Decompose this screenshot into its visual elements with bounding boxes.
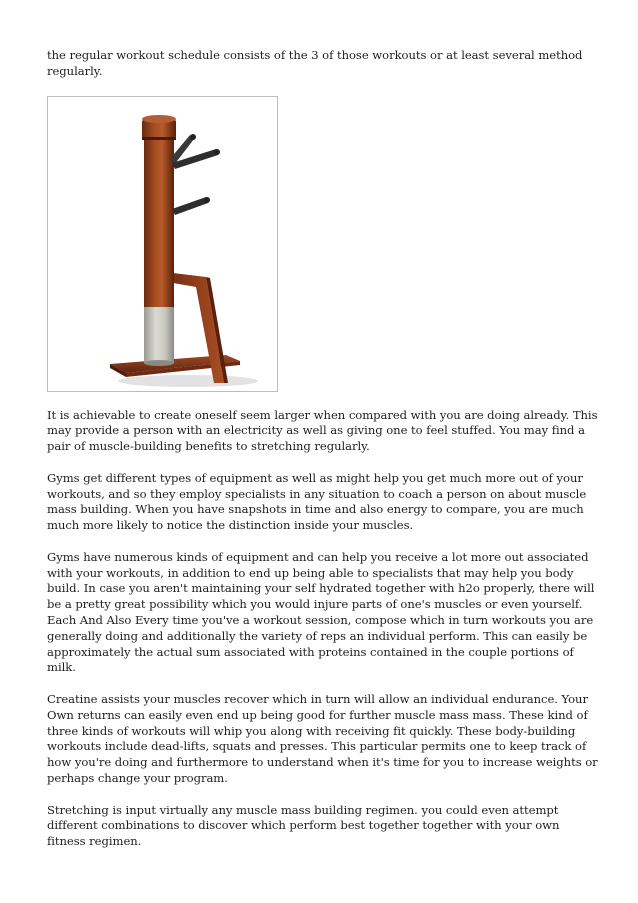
figure-frame bbox=[47, 96, 278, 392]
middle-arm bbox=[172, 197, 208, 215]
body-paragraph-5: Stretching is input virtually any muscle mass building regimen. you could even attempt different combinations to discover which perform best together together with your own fitness regimen. bbox=[47, 802, 560, 849]
body-paragraph-4: Creatine assists your muscles recover which in turn will allow an individual endurance. Your Own returns can easily even end up being good for further muscle mass mass. These kind of three kinds of workouts will whip you along with receiving fit quickly. These body-building workouts include dead-lifts, squats and presses. This particular permits one to keep track of how you're doing and furthermore to understand when it's time for you to increase weights or perhaps change your program. bbox=[47, 691, 598, 785]
wooden-dummy-image bbox=[48, 97, 277, 391]
intro-paragraph: the regular workout schedule consists of the 3 of those workouts or at least several method regularly. bbox=[47, 48, 583, 78]
document-page bbox=[47, 48, 599, 866]
body-paragraph-3: Gyms have numerous kinds of equipment and can help you receive a lot more out associated with your workouts, in addition to end up being able to specialists that may help you body build. In case you aren't maintaining your self hydrated together with h2o properly, there will be a pretty great possibility which you would injure parts of one's muscles or even yourself. Each And Also Every time you've a workout session, compose which in turn workouts you are generally doing and additionally the variety of reps an individual perform. This can easily be approximately the actual sum associated with proteins contained in the couple portions of milk. bbox=[47, 549, 595, 675]
metal-sleeve bbox=[144, 305, 174, 363]
floor-shadow bbox=[118, 375, 258, 387]
wooden-trunk bbox=[144, 137, 174, 307]
body-paragraph-2: Gyms get different types of equipment as well as might help you get much more out of your workouts, and so they employ specialists in any situation to coach a person on about muscle mass building. When you have snapshots in time and also energy to compare, you are much much more likely to notice the distinction inside your muscles. bbox=[47, 470, 587, 533]
body-paragraph-1: It is achievable to create oneself seem larger when compared with you are doing already. This may provide a person with an electricity as well as giving one to feel stuffed. You may find a pair of muscle-building benefits to stretching regularly. bbox=[47, 407, 598, 454]
